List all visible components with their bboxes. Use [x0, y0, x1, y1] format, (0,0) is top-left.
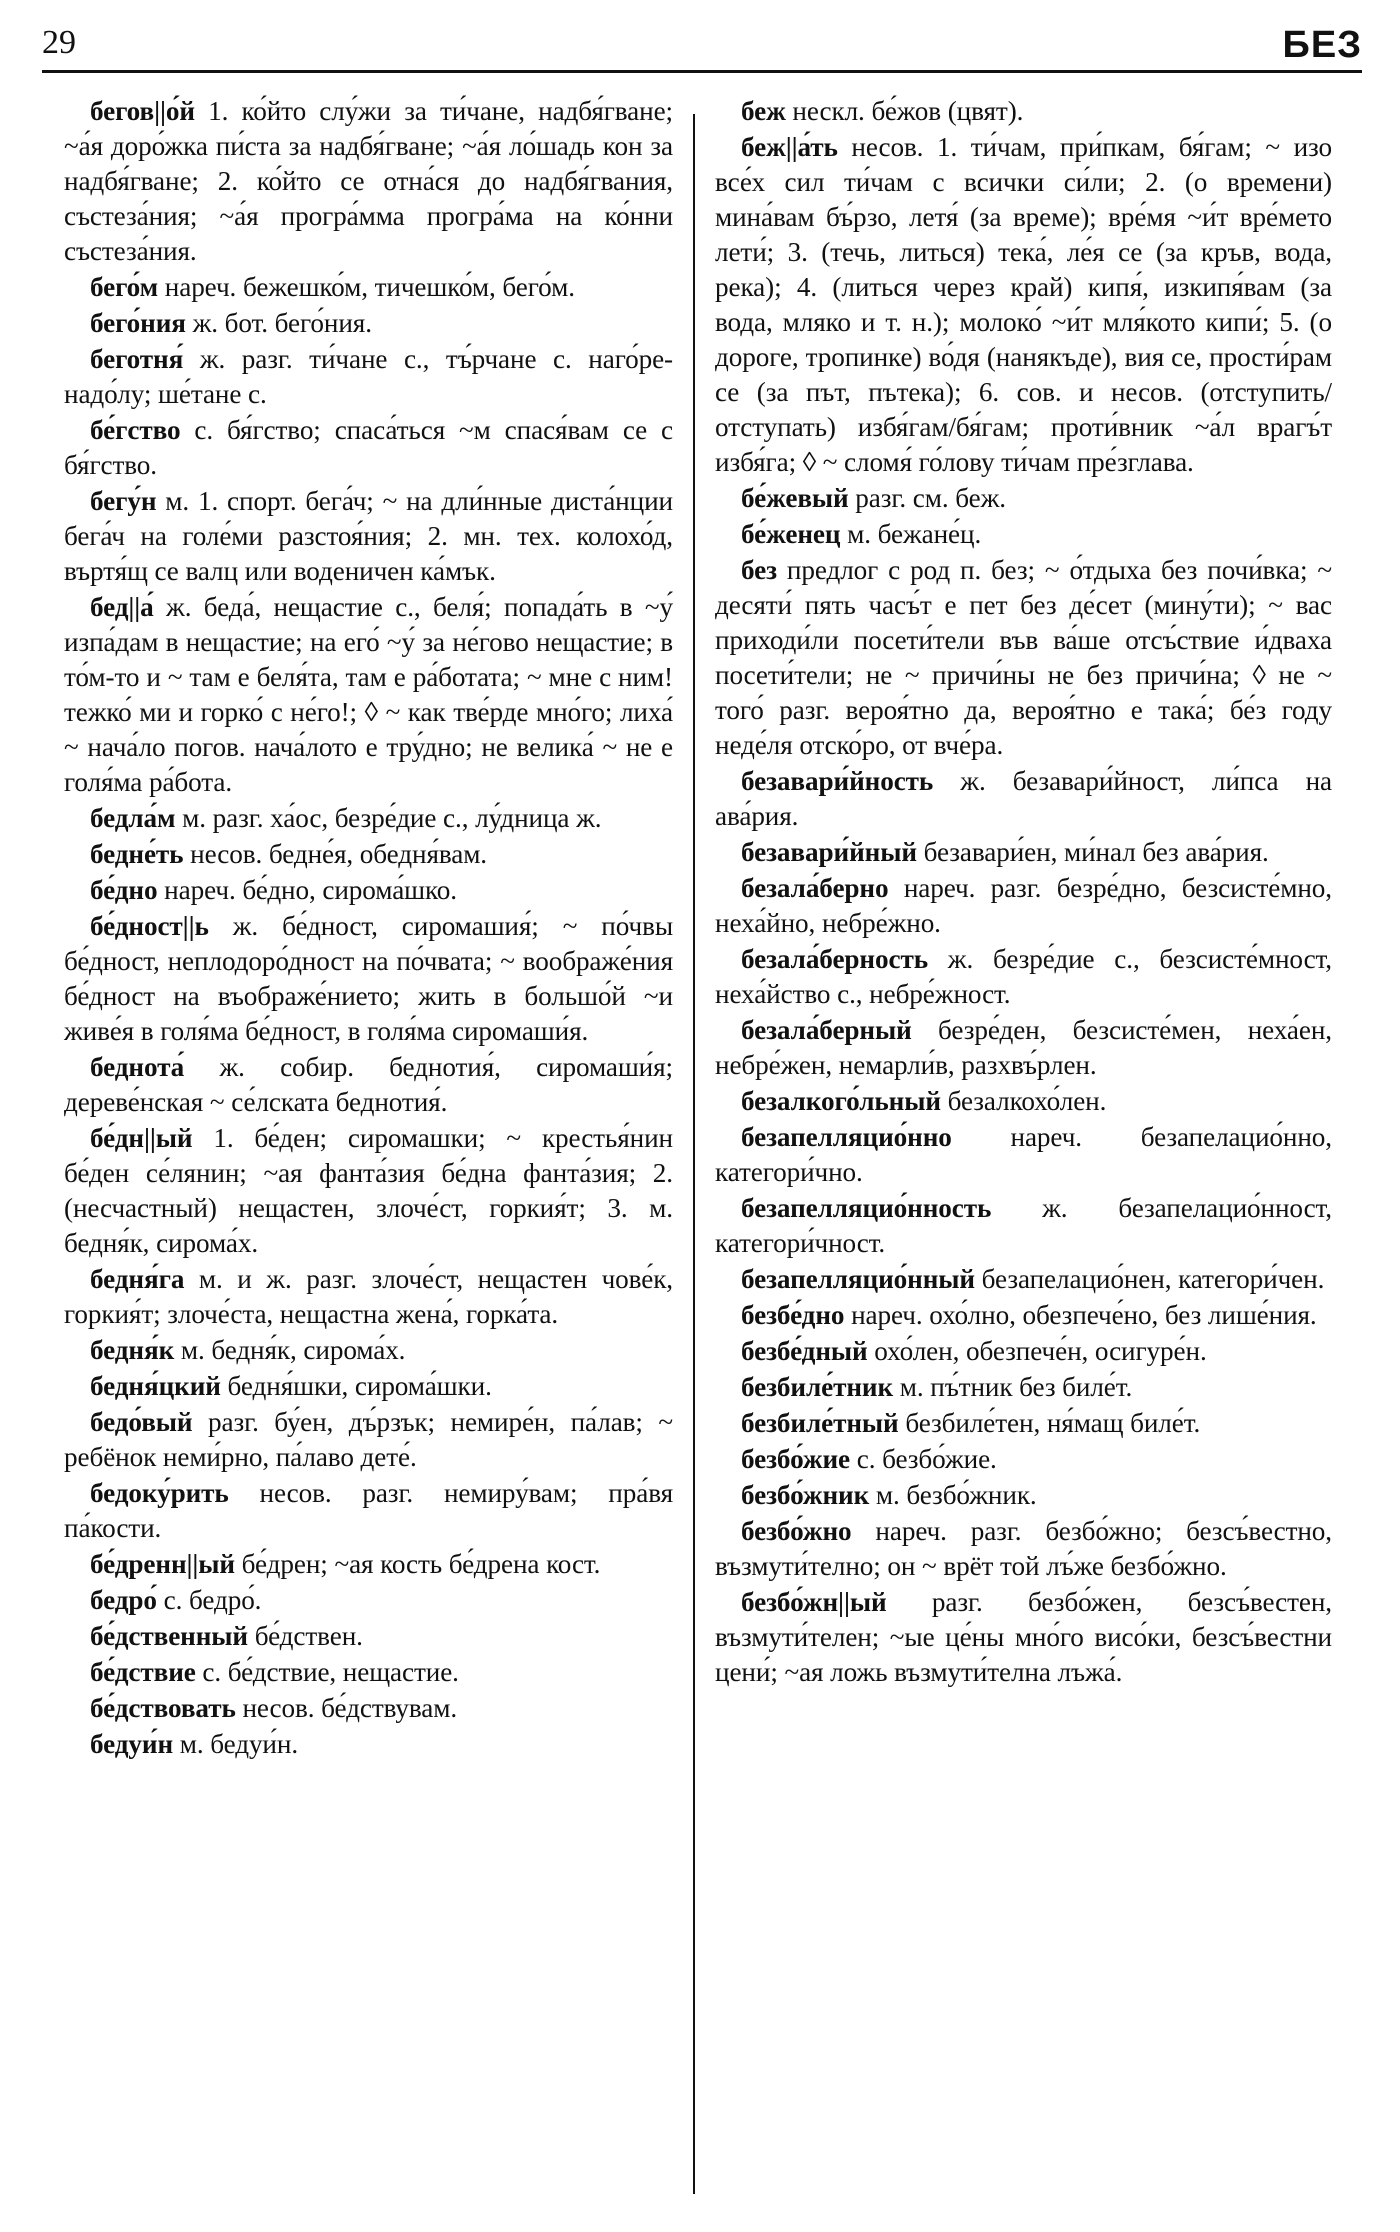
dictionary-entry — [64, 1655, 673, 1690]
entry-headword: бедла́м — [90, 803, 176, 833]
column-divider — [693, 114, 695, 2194]
entry-headword: беж||а́ть — [741, 132, 838, 162]
dictionary-entry — [64, 801, 673, 836]
entry-text: 1. ко́йто слу́жи за ти́чане, надбя́гване; ~а́я доро́жка пи́ста за надбя́гване; ~а́я ло́шадь кон за надбя́гване; 2. ко́йто се отна́ся до надбя́гвания, състеза́ния; ~а́я програ́мма програ́ма на ко́нни състеза́ния. — [64, 96, 673, 266]
dictionary-entry — [715, 764, 1332, 834]
dictionary-entry — [64, 413, 673, 483]
dictionary-entry — [715, 1013, 1332, 1083]
dictionary-entry — [64, 484, 673, 589]
entry-text: несов. 1. ти́чам, при́пкам, бя́гам; ~ изо все́х сил ти́чам с всички си́ли; 2. (о времени) мина́вам бъ́рзо, летя́ (за време); вре́мя ~и́т вре́мето лети́; 3. (течь, литься) тека́, ле́я се (за кръв, вода, река); 4. (литься через край) кипя́, изкипя́вам (за вода, мляко и т. н.); молоко́ ~и́т мля́кото кипи́; 5. (о дороге, тропинке) во́дя (нанякъде), вия се, прости́рам се (за път, пътека); 6. сов. и несов. (отступить/отступать) избя́гам/бя́гам; проти́вник ~а́л врагъ́т избя́га; ◊ ~ сломя́ го́лову ти́чам пре́зглава. — [715, 132, 1332, 477]
dictionary-entry — [715, 1585, 1332, 1690]
entry-headword: бедо́вый — [90, 1407, 193, 1437]
entry-headword: без — [741, 555, 777, 585]
dictionary-entry — [64, 1547, 673, 1582]
dictionary-entry — [64, 1727, 673, 1762]
entry-text: несов. разг. немиру́вам; пра́вя па́кости. — [64, 1478, 673, 1543]
entry-text: с. бедро́. — [156, 1585, 262, 1615]
dictionary-entry — [715, 1478, 1332, 1513]
dictionary-entry — [64, 1619, 673, 1654]
dictionary-entry — [64, 1691, 673, 1726]
entry-text: ж. бе́дност, сиромашия́; ~ по́чвы бе́дност, неплодоро́дност на по́чвата; ~ воображе́ния бе́дност на въображе́нието; жить в большо́й ~и живе́я в голя́ма бе́дност, в голя́ма сиромаши́я. — [64, 911, 673, 1046]
dictionary-entry — [715, 1084, 1332, 1119]
dictionary-entry — [715, 1406, 1332, 1441]
entry-text: бедня́шки, сирома́шки. — [220, 1371, 492, 1401]
entry-headword: безбе́дный — [741, 1336, 868, 1366]
entry-headword: бедуи́н — [90, 1729, 174, 1759]
entry-headword: беднота́ — [90, 1052, 185, 1082]
entry-headword: бе́дствие — [90, 1657, 196, 1687]
entry-headword: безапелляцио́нный — [741, 1264, 975, 1294]
dictionary-entry — [64, 1476, 673, 1546]
entry-text: м. бедуи́н. — [173, 1729, 299, 1759]
entry-text: м. 1. спорт. бега́ч; ~ на дли́нные диста́нции бега́ч на голе́ми разстоя́ния; 2. мн. тех. колохо́д, въртя́щ се валц или воденичен ка́мък. — [64, 486, 673, 586]
entry-text: м. безбо́жник. — [869, 1480, 1037, 1510]
dictionary-entry — [715, 942, 1332, 1012]
guide-word: БЕЗ — [1282, 24, 1362, 66]
dictionary-entry — [715, 1442, 1332, 1477]
header-rule — [42, 70, 1362, 73]
page-number: 29 — [42, 24, 76, 61]
dictionary-entry — [715, 1514, 1332, 1584]
dictionary-entry — [64, 1405, 673, 1475]
entry-text: безавари́ен, ми́нал без ава́рия. — [916, 837, 1269, 867]
left-column — [42, 94, 687, 2204]
entry-headword: бего́м — [90, 272, 159, 302]
entry-text: бе́дрен; ~ая кость бе́дрена кост. — [234, 1549, 601, 1579]
columns — [42, 94, 1362, 2204]
entry-headword: безбо́жн||ый — [741, 1587, 887, 1617]
dictionary-entry — [64, 306, 673, 341]
dictionary-entry — [64, 1583, 673, 1618]
dictionary-entry — [64, 342, 673, 412]
entry-text: нареч. охо́лно, обезпече́но, без лише́ния. — [844, 1300, 1317, 1330]
dictionary-entry — [64, 1333, 673, 1368]
dictionary-entry — [715, 1262, 1332, 1297]
right-column — [701, 94, 1346, 2204]
entry-text: несов. бедне́я, обедня́вам. — [183, 839, 487, 869]
entry-headword: безала́берно — [741, 873, 889, 903]
entry-text: бе́дствен. — [248, 1621, 363, 1651]
dictionary-entry — [715, 94, 1332, 129]
entry-text: нареч. бе́дно, сирома́шко. — [157, 875, 457, 905]
entry-headword: бе́гство — [90, 415, 181, 445]
entry-headword: бе́дност||ь — [90, 911, 209, 941]
entry-headword: бедне́ть — [90, 839, 184, 869]
dictionary-entry — [715, 1191, 1332, 1261]
entry-headword: бе́дно — [90, 875, 158, 905]
entry-headword: бе́жевый — [741, 483, 849, 513]
entry-headword: безбо́жно — [741, 1516, 852, 1546]
dictionary-entry — [64, 837, 673, 872]
dictionary-entry — [64, 1262, 673, 1332]
entry-text: нескл. бе́жов (цвят). — [785, 96, 1024, 126]
dictionary-entry — [715, 1334, 1332, 1369]
entry-headword: бедоку́рить — [90, 1478, 229, 1508]
entry-text: нареч. безапелацио́нно, категори́чно. — [715, 1122, 1332, 1187]
dictionary-entry — [715, 871, 1332, 941]
dictionary-entry — [64, 94, 673, 269]
dictionary-entry — [715, 553, 1332, 763]
entry-text: нареч. бежешко́м, тичешко́м, бего́м. — [158, 272, 575, 302]
entry-headword: безбе́дно — [741, 1300, 845, 1330]
dictionary-entry — [715, 130, 1332, 480]
dictionary-entry — [64, 590, 673, 800]
dictionary-entry — [715, 1370, 1332, 1405]
entry-text: безапелацио́нен, категори́чен. — [974, 1264, 1325, 1294]
entry-headword: беготня́ — [90, 344, 184, 374]
dictionary-entry — [715, 517, 1332, 552]
entry-text: предлог с род п. без; ~ о́тдыха без почи́вка; ~ десяти́ пять часъ́т е пет без де́сет (мину́ти); ~ вас приходи́ли посети́тели във ва́ше отсъ́ствие и́дваха посети́тели; не ~ причи́ны не без причи́на; ◊ не ~ того́ разг. вероя́тно да, вероя́тно е така́; бе́з году неде́ля отско́ро, от вче́ра. — [715, 555, 1332, 760]
entry-headword: бедро́ — [90, 1585, 157, 1615]
entry-text: разг. безбо́жен, безсъ́вестен, възмути́телен; ~ые це́ны мно́го висо́ки, безсъ́вестни цени́; ~ая ложь възмути́телна лъжа́. — [715, 1587, 1332, 1687]
dictionary-entry — [64, 1369, 673, 1404]
dictionary-entry — [64, 909, 673, 1049]
entry-headword: бе́дренн||ый — [90, 1549, 235, 1579]
entry-headword: бе́дствовать — [90, 1693, 236, 1723]
entry-headword: бедня́цкий — [90, 1371, 221, 1401]
page-header — [42, 24, 1362, 74]
entry-text: охо́лен, обезпече́н, осигуре́н. — [867, 1336, 1207, 1366]
entry-text: м. и ж. разг. злоче́ст, нещастен чове́к, горкия́т; злоче́ста, нещастна жена́, горка́та. — [64, 1264, 673, 1329]
entry-headword: безала́берность — [741, 944, 928, 974]
dictionary-entry — [715, 1120, 1332, 1190]
entry-text: ж. безре́дие с., безсисте́мност, неха́йство с., небре́жност. — [715, 944, 1332, 1009]
entry-text: нареч. разг. безре́дно, безсисте́мно, неха́йно, небре́жно. — [715, 873, 1332, 938]
entry-text: несов. бе́дствувам. — [235, 1693, 458, 1723]
entry-headword: бед||а́ — [90, 592, 154, 622]
entry-text: разг. бу́ен, дъ́рзък; немире́н, па́лав; ~ ребёнок неми́рно, па́лаво дете́. — [64, 1407, 673, 1472]
entry-text: разг. см. беж. — [848, 483, 1006, 513]
entry-headword: безбо́жник — [741, 1480, 870, 1510]
entry-text: с. бе́дствие, нещастие. — [195, 1657, 459, 1687]
dictionary-entry — [715, 481, 1332, 516]
entry-headword: бедня́га — [90, 1264, 185, 1294]
entry-headword: бе́женец — [741, 519, 841, 549]
entry-headword: безавари́йный — [741, 837, 917, 867]
dictionary-page — [42, 24, 1362, 2204]
entry-headword: безавари́йность — [741, 766, 934, 796]
entry-text: нареч. разг. безбо́жно; безсъ́вестно, възмути́телно; он ~ врёт той лъ́же безбо́жно. — [715, 1516, 1332, 1581]
entry-headword: безапелляцио́нно — [741, 1122, 952, 1152]
entry-text: с. бя́гство; спаса́ться ~м спася́вам се с бя́гство. — [64, 415, 673, 480]
entry-headword: бедня́к — [90, 1335, 175, 1365]
dictionary-entry — [64, 270, 673, 305]
entry-text: ж. беда́, нещастие с., беля́; попада́ть в ~у́ изпа́дам в нещастие; на его́ ~у́ за не́гово нещастие; в то́м-то и ~ там е беля́та, там е ра́ботата; ~ мне с ним! тежко́ ми и горко́ с не́го!; ◊ ~ как тве́рде мно́го; лиха́ ~ нача́ло погов. нача́лото е тру́дно; не велика́ ~ не е голя́ма ра́бота. — [64, 592, 673, 797]
entry-text: безалкохо́лен. — [940, 1086, 1107, 1116]
entry-text: ж. бот. бего́ния. — [185, 308, 372, 338]
entry-headword: бегов||о́й — [90, 96, 195, 126]
entry-text: безбиле́тен, ня́мащ биле́т. — [898, 1408, 1201, 1438]
entry-headword: бего́ния — [90, 308, 186, 338]
dictionary-entry — [64, 1121, 673, 1261]
entry-text: м. разг. ха́ос, безре́дие с., лу́дница ж. — [175, 803, 602, 833]
entry-text: 1. бе́ден; сиромашки; ~ крестья́нин бе́ден се́лянин; ~ая фанта́зия бе́дна фанта́зия; 2. (несчастный) нещастен, злоче́ст, горкия́т; 3. м. бедня́к, сирома́х. — [64, 1123, 673, 1258]
entry-headword: бе́дн||ый — [90, 1123, 193, 1153]
entry-text: ж. разг. ти́чане с., тъ́рчане с. наго́ре-надо́лу; ше́тане с. — [64, 344, 673, 409]
dictionary-entry — [715, 835, 1332, 870]
entry-text: с. безбо́жие. — [850, 1444, 997, 1474]
entry-headword: безала́берный — [741, 1015, 912, 1045]
entry-headword: беж — [741, 96, 786, 126]
entry-text: м. бедня́к, сирома́х. — [174, 1335, 406, 1365]
entry-text: безре́ден, безсисте́мен, неха́ен, небре́жен, немарли́в, разхвъ́рлен. — [715, 1015, 1332, 1080]
entry-text: м. пъ́тник без биле́т. — [893, 1372, 1133, 1402]
entry-text: ж. безапелацио́нност, категори́чност. — [715, 1193, 1332, 1258]
entry-headword: бегу́н — [90, 486, 157, 516]
entry-headword: безбиле́тный — [741, 1408, 899, 1438]
entry-headword: бе́дственный — [90, 1621, 248, 1651]
entry-text: ж. собир. беднотия́, сиромаши́я; дереве́нская ~ се́лската беднотия́. — [64, 1052, 673, 1117]
dictionary-entry — [64, 1050, 673, 1120]
entry-headword: безалкого́льный — [741, 1086, 941, 1116]
entry-headword: безапелляцио́нность — [741, 1193, 992, 1223]
dictionary-entry — [715, 1298, 1332, 1333]
dictionary-entry — [64, 873, 673, 908]
entry-text: ж. безавари́йност, ли́пса на ава́рия. — [715, 766, 1332, 831]
entry-headword: безбиле́тник — [741, 1372, 894, 1402]
entry-headword: безбо́жие — [741, 1444, 851, 1474]
entry-text: м. бежане́ц. — [840, 519, 982, 549]
